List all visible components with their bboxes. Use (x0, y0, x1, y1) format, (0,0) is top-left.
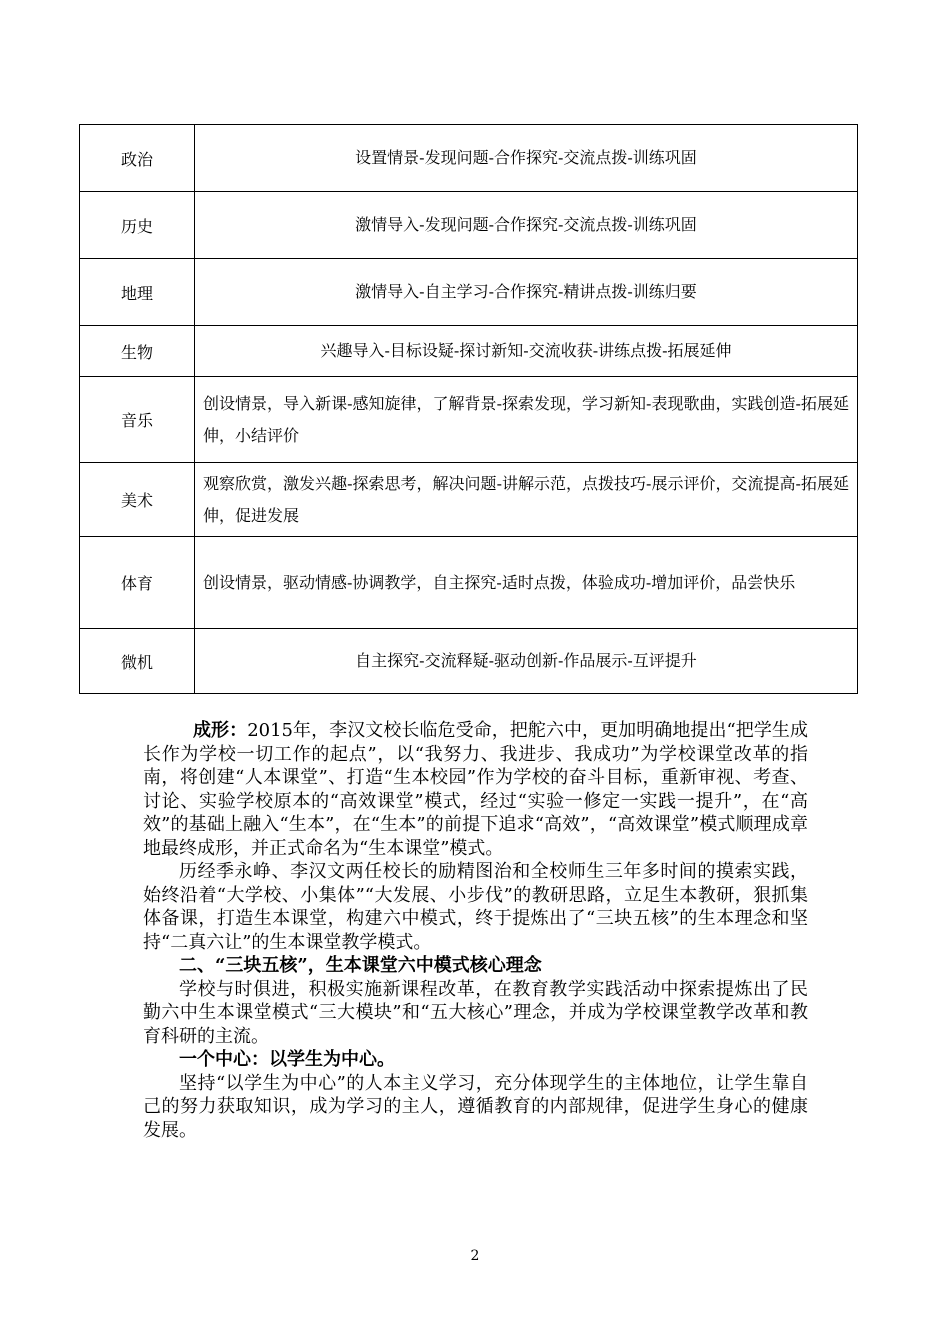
model-cell: 激情导入-发现问题-合作探究-交流点拨-训练巩固 (195, 192, 858, 259)
model-cell: 观察欣赏，激发兴趣-探索思考，解决问题-讲解示范，点拨技巧-展示评价，交流提高-拓展延伸，促进发展 (195, 463, 858, 537)
formation-label: 成形： (193, 720, 248, 741)
table-row (80, 192, 858, 259)
model-cell: 自主探究-交流释疑-驱动创新-作品展示-互评提升 (195, 629, 858, 694)
model-cell: 创设情景，导入新课-感知旋律，了解背景-探索发现，学习新知-表现歌曲，实践创造-拓展延伸，小结评价 (195, 377, 858, 463)
subject-cell: 生物 (80, 326, 195, 377)
subject-cell: 美术 (80, 463, 195, 537)
subject-model-table (79, 124, 858, 694)
paragraph-formation (143, 719, 808, 860)
body-text (143, 719, 808, 1142)
table-body (80, 125, 858, 694)
table-row (80, 326, 858, 377)
subject-cell: 地理 (80, 259, 195, 326)
model-cell: 设置情景-发现问题-合作探究-交流点拨-训练巩固 (195, 125, 858, 192)
page-number: 2 (470, 1248, 480, 1264)
table-row (80, 259, 858, 326)
paragraph-practice: 历经季永峥、李汉文两任校长的励精图治和全校师生三年多时间的摸索实践，始终沿着“大学校、小集体”“大发展、小步伐”的教研思路，立足生本教研，狠抓集体备课，打造生本课堂，构建六中模式，终于提炼出了“三块五核”的生本理念和坚持“二真六让”的生本课堂教学模式。 (143, 861, 808, 953)
subject-cell: 历史 (80, 192, 195, 259)
section-heading-core-concept: 二、“三块五核”，生本课堂六中模式核心理念 (179, 955, 542, 976)
table-row (80, 377, 858, 463)
subheading-one-center: 一个中心：以学生为中心。 (179, 1049, 395, 1070)
subject-cell: 音乐 (80, 377, 195, 463)
subject-cell: 微机 (80, 629, 195, 694)
table-row (80, 537, 858, 629)
table-row (80, 463, 858, 537)
subject-cell: 政治 (80, 125, 195, 192)
paragraph-reform: 学校与时俱进，积极实施新课程改革，在教育教学实践活动中探索提炼出了民勤六中生本课堂模式“三大模块”和“五大核心”理念，并成为学校课堂教学改革和教育科研的主流。 (143, 978, 808, 1047)
table-row (80, 125, 858, 192)
formation-text: 2015年，李汉文校长临危受命，把舵六中，更加明确地提出“把学生成长作为学校一切工作的起点”，以“我努力、我进步、我成功”为学校课堂改革的指南，将创建“人本课堂”、打造“生本校园”作为学校的奋斗目标，重新审视、考查、讨论、实验学校原本的“高效课堂”模式，经过“实验一修定一实践一提升”，在“高效”的基础上融入“生本”，在“生本”的前提下追求“高效”，“高效课堂”模式顺理成章地最终成形，并正式命名为“生本课堂”模式。 (143, 720, 808, 859)
model-cell: 创设情景，驱动情感-协调教学，自主探究-适时点拨，体验成功-增加评价，品尝快乐 (195, 537, 858, 629)
table-row (80, 629, 858, 694)
subject-cell: 体育 (80, 537, 195, 629)
model-cell: 激情导入-自主学习-合作探究-精讲点拨-训练归要 (195, 259, 858, 326)
model-cell: 兴趣导入-目标设疑-探讨新知-交流收获-讲练点拨-拓展延伸 (195, 326, 858, 377)
paragraph-student-center: 坚持“以学生为中心”的人本主义学习，充分体现学生的主体地位，让学生靠自己的努力获取知识，成为学习的主人，遵循教育的内部规律，促进学生身心的健康发展。 (143, 1072, 808, 1141)
